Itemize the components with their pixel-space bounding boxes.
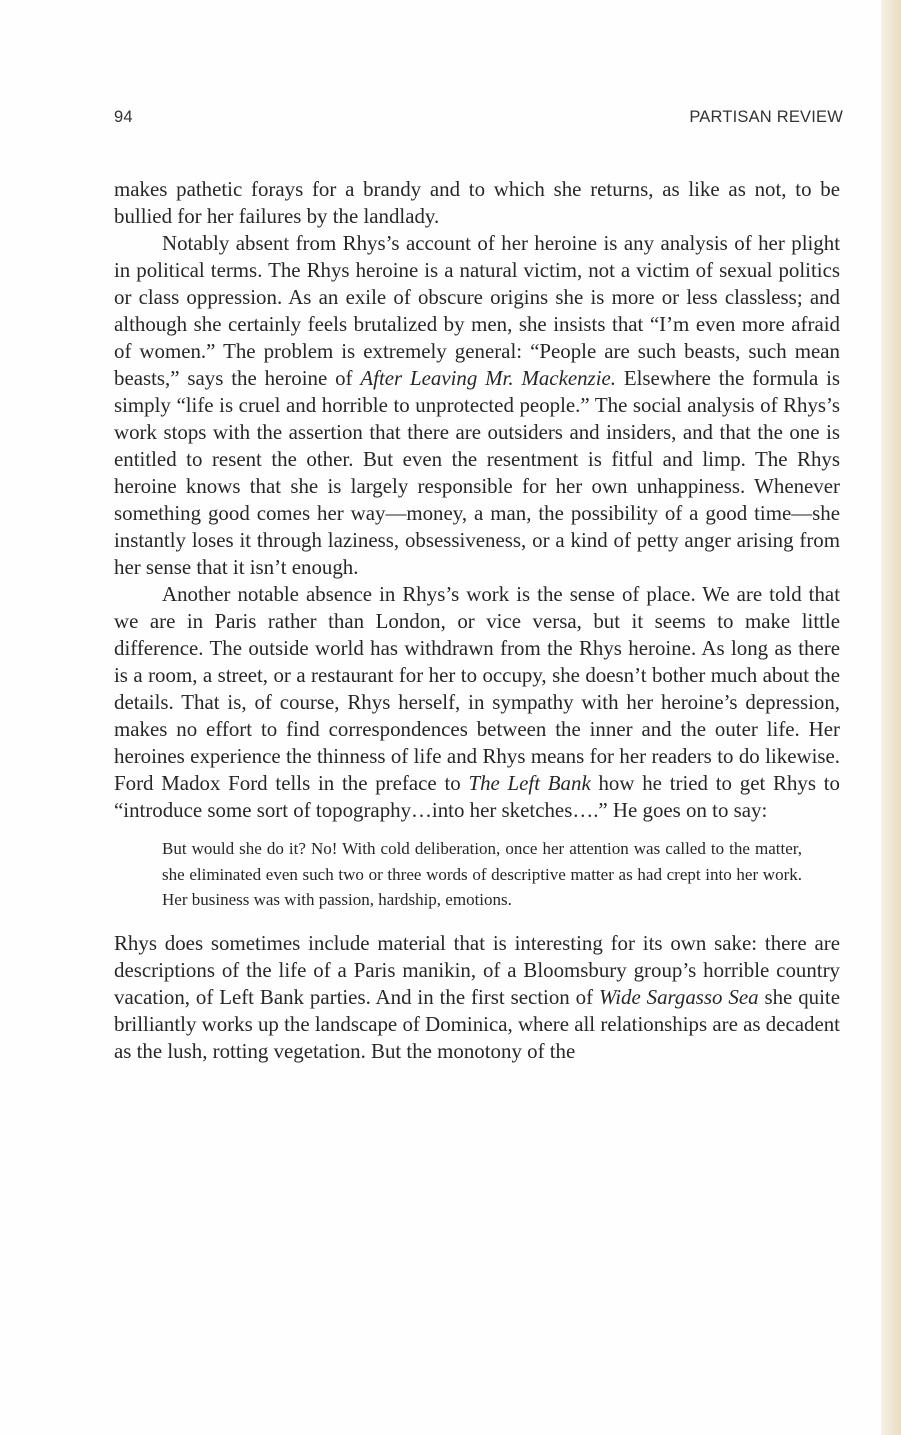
running-head: PARTISAN REVIEW [689, 108, 843, 126]
paragraph-1 [114, 176, 840, 230]
page-header [114, 108, 843, 132]
paragraph-3-text-b: how he tried to get Rhys to “introduce some sort of topography…into her sketches….” He goes on to say: [114, 771, 840, 822]
paragraph-3-text-a: Another notable absence in Rhys’s work is the sense of place. We are told that we are in Paris rather than London, or vice versa, but it seems to make little difference. The outside world has withdrawn from the Rhys heroine. As long as there is a room, a street, or a restaurant for her to occupy, she doesn’t bother much about the details. That is, of course, Rhys herself, in sympathy with her heroine’s depression, makes no effort to find correspondences between the inner and the outer life. Her heroines experience the thinness of life and Rhys means for her readers to do likewise. Ford Madox Ford tells in the preface to [114, 582, 840, 795]
page-number: 94 [114, 108, 133, 126]
page-edge-shadow [881, 0, 901, 1435]
book-title-after-leaving-mr-mackenzie: After Leaving Mr. Mackenzie. [360, 366, 616, 390]
body-text [114, 176, 840, 1065]
paragraph-2-text-a: Notably absent from Rhys’s account of her heroine is any analysis of her plight in political terms. The Rhys heroine is a natural victim, not a victim of sexual politics or class oppression. As an exile of obscure origins she is more or less classless; and although she certainly feels brutalized by men, she insists that “I’m even more afraid of women.” The problem is extremely general: “People are such beasts, such mean beasts,” says the heroine of [114, 231, 840, 390]
paragraph-1-text: makes pathetic forays for a brandy and to which she returns, as like as not, to be bullied for her failures by the landlady. [114, 177, 840, 228]
book-title-the-left-bank: The Left Bank [468, 771, 591, 795]
paragraph-3 [114, 581, 840, 824]
paragraph-2 [114, 230, 840, 581]
paragraph-4-text-b: she quite brilliantly works up the landscape of Dominica, where all relationships are as decadent as the lush, rotting vegetation. But the monotony of the [114, 984, 840, 1063]
paragraph-4 [114, 930, 840, 1065]
paragraph-2-text-b: Elsewhere the formula is simply “life is cruel and horrible to unprotected people.” The social analysis of Rhys’s work stops with the assertion that there are outsiders and insiders, and that the one is entitled to resent the other. But even the resentment is fitful and limp. The Rhys heroine knows that she is largely responsible for her own unhappiness. Whenever something good comes her way—money, a man, the possibility of a good time—she instantly loses it through laziness, obsessiveness, or a kind of petty anger arising from her sense that it isn’t enough. [114, 366, 841, 579]
block-quote-text: But would she do it? No! With cold deliberation, once her attention was called to the matter, she eliminated even such two or three words of descriptive matter as had crept into her work. Her business was with passion, hardship, emotions. [162, 839, 802, 909]
book-title-wide-sargasso-sea: Wide Sargasso Sea [598, 984, 759, 1009]
paragraph-4-text-a: Rhys does sometimes include material that is interesting for its own sake: there are descriptions of the life of a Paris manikin, of a Bloomsbury group’s horrible country vacation, of Left Bank parties. And in the first section of [114, 930, 840, 1009]
block-quote [162, 836, 802, 913]
